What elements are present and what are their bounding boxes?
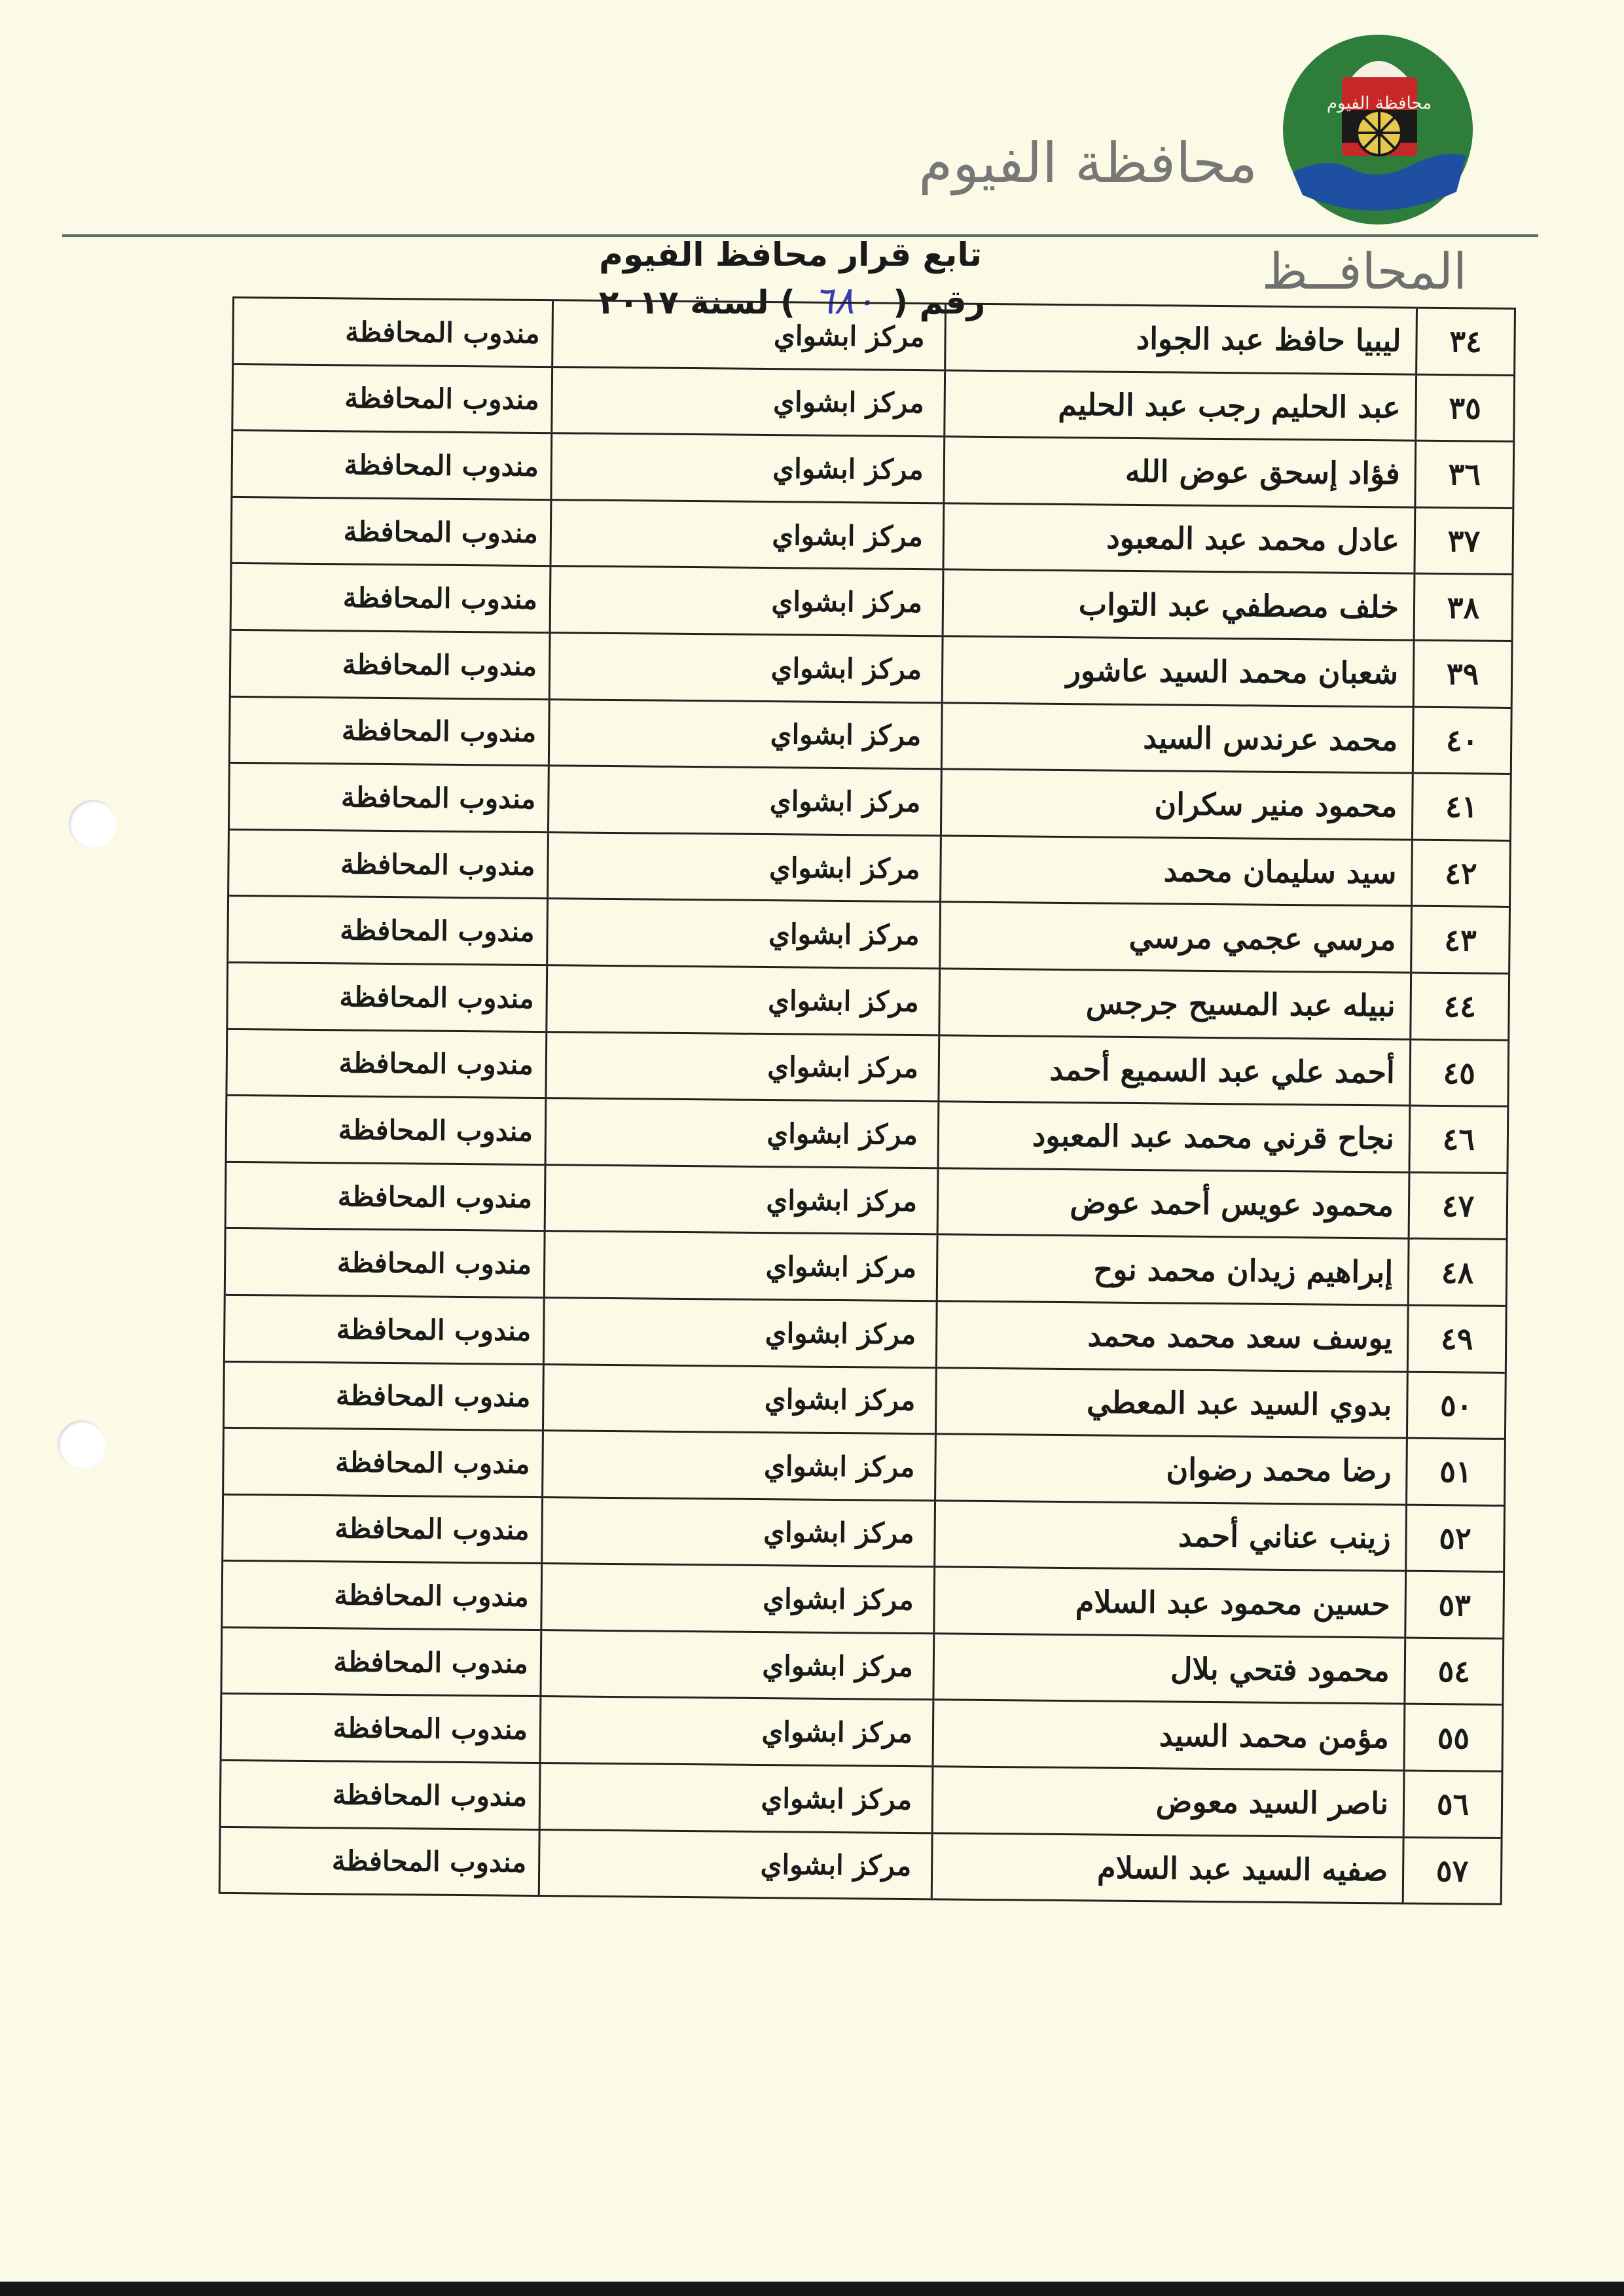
row-number: ٣٩ (1413, 641, 1511, 707)
person-name: مؤمن محمد السيد (932, 1701, 1404, 1770)
person-name: صفيه السيد عبد السلام (931, 1834, 1403, 1903)
district-name: مركز ابشواي (543, 1299, 936, 1367)
table-row (229, 829, 1509, 906)
table-row (232, 562, 1512, 640)
person-name: حسين محمود عبد السلام (933, 1568, 1405, 1637)
role-title: مندوب المحافظة (341, 714, 537, 749)
district-name: مركز ابشواي (549, 634, 942, 702)
person-name: ناصر السيد معوض (931, 1767, 1403, 1836)
role-title: مندوب المحافظة (340, 847, 535, 882)
person-name: سيد سليمان محمد (939, 836, 1411, 905)
table-row (230, 762, 1510, 840)
row-number: ٥١ (1405, 1439, 1504, 1505)
district-name: مركز ابشواي (545, 1099, 938, 1167)
district-name: مركز ابشواي (550, 434, 943, 502)
district-name: مركز ابشواي (550, 501, 943, 569)
role-title: مندوب المحافظة (334, 1512, 530, 1547)
row-number: ٤٥ (1409, 1040, 1507, 1105)
person-name: محمود عويس أحمد عوض (937, 1169, 1409, 1238)
table-row (225, 1360, 1505, 1438)
district-name: مركز ابشواي (550, 368, 944, 436)
person-name: يوسف سعد محمد محمد (935, 1302, 1407, 1371)
person-name: إبراهيم زيدان محمد نوح (936, 1236, 1408, 1304)
table-row (224, 1427, 1504, 1505)
row-number: ٤٠ (1412, 708, 1511, 773)
person-name: رضا محمد رضوان (934, 1435, 1406, 1503)
person-name: نبيله عبد المسيح جرجس (938, 969, 1410, 1038)
table-row (222, 1626, 1502, 1704)
table-row (226, 1227, 1506, 1305)
role-title: مندوب المحافظة (332, 1778, 528, 1812)
role-title: مندوب المحافظة (338, 1047, 534, 1081)
row-number: ٥٥ (1403, 1705, 1502, 1770)
governor-label: المحافــظ (1261, 242, 1467, 300)
row-number: ٣٤ (1415, 309, 1514, 374)
governorate-emblem (1280, 31, 1476, 228)
role-title: مندوب المحافظة (344, 448, 539, 482)
person-name: ليبيا حافظ عبد الجواد (944, 304, 1416, 373)
row-number: ٥٤ (1403, 1638, 1502, 1704)
district-name: مركز ابشواي (545, 1033, 938, 1101)
table-row (230, 695, 1511, 773)
district-name: مركز ابشواي (539, 1631, 933, 1699)
district-name: مركز ابشواي (538, 1831, 931, 1899)
row-number: ٥٦ (1403, 1772, 1502, 1837)
table-row (227, 1094, 1507, 1172)
table-row (231, 629, 1511, 707)
decree-prefix: رقم ( (893, 283, 986, 321)
person-name: محمد عرندس السيد (941, 704, 1413, 772)
row-number: ٣٦ (1414, 442, 1513, 507)
row-number: ٤٦ (1408, 1107, 1507, 1172)
role-title: مندوب المحافظة (343, 514, 539, 549)
role-title: مندوب المحافظة (344, 382, 539, 416)
table-row (223, 1560, 1503, 1638)
person-name: نجاح قرني محمد عبد المعبود (937, 1102, 1409, 1171)
role-title: مندوب المحافظة (345, 315, 540, 350)
table-row (233, 363, 1513, 441)
decree-suffix: ) لسنة ٢٠١٧ (598, 283, 795, 321)
role-title: مندوب المحافظة (335, 1379, 531, 1414)
person-name: محمود فتحي بلال (932, 1634, 1404, 1703)
role-title: مندوب المحافظة (336, 1313, 532, 1347)
district-name: مركز ابشواي (539, 1764, 932, 1832)
row-number: ٤١ (1411, 774, 1510, 840)
district-name: مركز ابشواي (542, 1365, 935, 1433)
table-row (222, 1693, 1502, 1770)
table-row (225, 1294, 1506, 1372)
role-title: مندوب المحافظة (339, 980, 534, 1014)
district-name: مركز ابشواي (540, 1564, 933, 1632)
row-number: ٤٨ (1407, 1240, 1506, 1305)
role-title: مندوب المحافظة (333, 1712, 528, 1746)
role-title: مندوب المحافظة (334, 1446, 530, 1480)
role-title: مندوب المحافظة (334, 1579, 529, 1613)
row-number: ٤٣ (1410, 907, 1509, 973)
decree-number: ٦٨٠ (813, 278, 875, 323)
table-row (227, 1028, 1507, 1105)
row-number: ٤٤ (1409, 974, 1508, 1039)
person-name: مرسي عجمي مرسي (939, 903, 1411, 972)
district-name: مركز ابشواي (551, 301, 945, 369)
person-name: بدوي السيد عبد المعطي (935, 1369, 1407, 1437)
table-row (232, 496, 1513, 574)
role-title: مندوب المحافظة (342, 648, 537, 682)
row-number: ٥٣ (1404, 1572, 1503, 1638)
person-name: محمود منير سكران (940, 770, 1412, 839)
person-name: زينب عناني أحمد (933, 1501, 1405, 1570)
emblem-text: محافظة الفيوم (1326, 94, 1432, 113)
district-name: مركز ابشواي (543, 1232, 937, 1300)
row-number: ٥٠ (1406, 1372, 1505, 1438)
district-name: مركز ابشواي (539, 1698, 933, 1766)
table-row (232, 429, 1513, 507)
row-number: ٤٢ (1411, 840, 1509, 906)
person-name: شعبان محمد السيد عاشور (941, 637, 1413, 706)
district-name: مركز ابشواي (547, 833, 940, 901)
district-name: مركز ابشواي (549, 567, 943, 636)
table-row (234, 298, 1514, 374)
person-name: خلف مصطفي عبد التواب (942, 571, 1414, 639)
role-title: مندوب المحافظة (342, 581, 538, 616)
district-name: مركز ابشواي (546, 899, 939, 967)
role-title: مندوب المحافظة (336, 1246, 532, 1281)
person-name: أحمد علي عبد السميع أحمد (937, 1036, 1409, 1105)
district-name: مركز ابشواي (541, 1431, 935, 1499)
district-name: مركز ابشواي (547, 766, 941, 834)
table-row (223, 1494, 1504, 1571)
governorate-name: محافظة الفيوم (918, 131, 1257, 195)
row-number: ٥٢ (1405, 1505, 1504, 1571)
row-number: ٤٩ (1407, 1306, 1506, 1372)
person-name: فؤاد إسحق عوض الله (943, 438, 1415, 507)
row-number: ٣٧ (1413, 508, 1512, 573)
table-row (221, 1759, 1502, 1837)
person-name: عبد الحليم رجب عبد الحليم (943, 371, 1415, 440)
role-title: مندوب المحافظة (340, 914, 535, 948)
table-row (226, 1161, 1507, 1239)
role-title: مندوب المحافظة (331, 1844, 527, 1879)
role-title: مندوب المحافظة (340, 781, 536, 815)
role-title: مندوب المحافظة (333, 1645, 529, 1679)
delegates-table (219, 296, 1516, 1905)
district-name: مركز ابشواي (545, 966, 939, 1034)
role-title: مندوب المحافظة (337, 1179, 533, 1214)
row-number: ٥٧ (1402, 1838, 1501, 1903)
district-name: مركز ابشواي (544, 1166, 937, 1234)
role-title: مندوب المحافظة (338, 1113, 533, 1147)
row-number: ٣٨ (1413, 575, 1512, 640)
table-row (221, 1825, 1501, 1903)
table-row (228, 961, 1508, 1039)
district-name: مركز ابشواي (548, 700, 941, 768)
row-number: ٤٧ (1408, 1173, 1507, 1238)
decree-title: تابع قرار محافظ الفيوم (599, 236, 982, 274)
row-number: ٣٥ (1415, 375, 1513, 440)
table-row (228, 895, 1509, 973)
scan-border (0, 2282, 1624, 2296)
person-name: عادل محمد عبد المعبود (942, 504, 1414, 573)
punch-hole (69, 800, 117, 848)
district-name: مركز ابشواي (541, 1498, 934, 1566)
punch-hole (58, 1420, 106, 1469)
